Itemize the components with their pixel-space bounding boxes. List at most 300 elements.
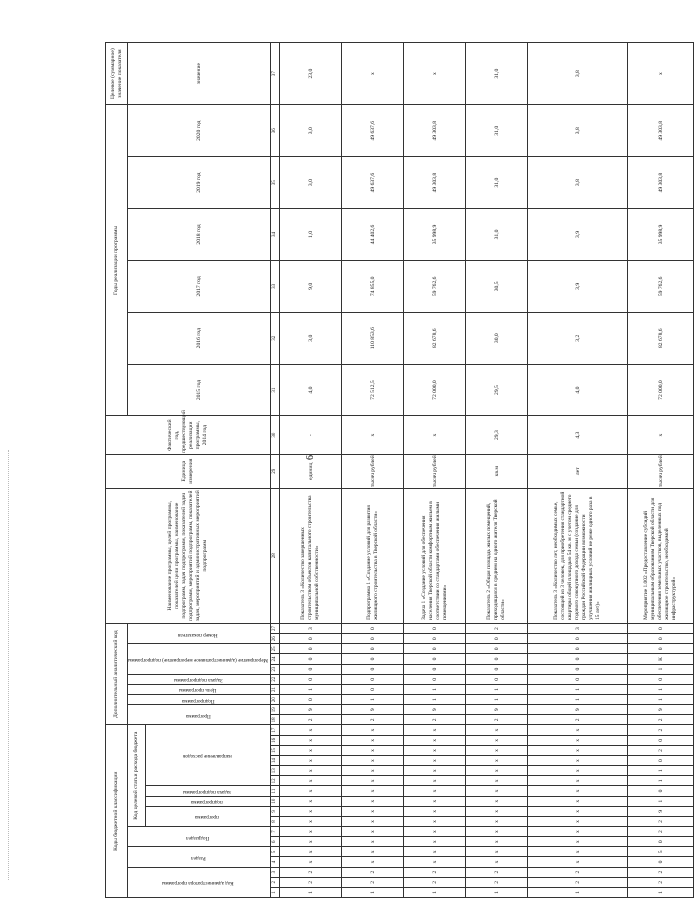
header-admin-code xyxy=(128,867,271,897)
column-number: 6 xyxy=(271,837,280,847)
code-cell: 1 xyxy=(342,695,404,705)
code-cell: 2 xyxy=(628,725,694,735)
row-year-value: 49 303,8 xyxy=(404,105,466,157)
code-cell: 0 xyxy=(404,634,466,644)
code-cell: 2 xyxy=(342,867,404,877)
code-cell: х xyxy=(280,735,342,745)
code-cell: 0 xyxy=(280,695,342,705)
code-cell: х xyxy=(342,847,404,857)
header-additional-code: Дополнительный аналитический код xyxy=(106,623,128,725)
code-cell: х xyxy=(342,766,404,776)
code-cell: х xyxy=(280,837,342,847)
code-cell: 9 xyxy=(528,705,628,715)
code-cell: х xyxy=(342,735,404,745)
row-year-value: 59 762,6 xyxy=(628,260,694,312)
row-target: 23,0 xyxy=(280,43,342,105)
code-cell: 5 xyxy=(628,847,694,857)
header-section xyxy=(128,847,271,867)
header-subsection xyxy=(128,827,271,847)
row-year-value: 49 303,8 xyxy=(628,157,694,209)
row-name: Показатель 2 «Общая площадь жилых помещений, приходящаяся в среднем на одного жителя Тверской области» xyxy=(466,488,528,623)
row-year-value: 31,0 xyxy=(466,157,528,209)
code-cell: 1 xyxy=(628,766,694,776)
column-number: 18 xyxy=(271,715,280,725)
code-cell: 0 xyxy=(404,644,466,654)
code-cell: х xyxy=(280,776,342,786)
header-subprogram-task-ac xyxy=(128,674,271,684)
header-target-group: Целевое (суммарное) значение показателя xyxy=(106,43,128,105)
code-cell: 2 xyxy=(628,867,694,877)
code-cell: х xyxy=(404,725,466,735)
code-cell: х xyxy=(466,776,528,786)
code-cell: 0 xyxy=(342,654,404,664)
code-cell: х xyxy=(404,847,466,857)
code-cell: х xyxy=(342,796,404,806)
column-number: 7 xyxy=(271,827,280,837)
code-cell: х xyxy=(528,827,628,837)
code-cell: 2 xyxy=(342,715,404,725)
column-number: 13 xyxy=(271,766,280,776)
code-cell: 2 xyxy=(528,877,628,887)
code-cell: 1 xyxy=(628,684,694,694)
code-cell: 0 xyxy=(628,634,694,644)
code-cell: 0 xyxy=(404,623,466,633)
column-number: 24 xyxy=(271,654,280,664)
row-year-value: 3,8 xyxy=(528,105,628,157)
code-cell: х xyxy=(528,786,628,796)
column-number: 21 xyxy=(271,684,280,694)
column-number: 15 xyxy=(271,745,280,755)
code-cell: 0 xyxy=(342,623,404,633)
code-cell: 9 xyxy=(628,705,694,715)
row-actual: - xyxy=(280,416,342,454)
code-cell: 1 xyxy=(528,684,628,694)
header-target-value: значение xyxy=(128,43,271,105)
code-cell: 0 xyxy=(528,664,628,674)
column-number: 22 xyxy=(271,674,280,684)
code-cell: 0 xyxy=(466,634,528,644)
code-cell: 2 xyxy=(466,877,528,887)
code-cell: х xyxy=(466,806,528,816)
column-number: 9 xyxy=(271,806,280,816)
column-number: 31 xyxy=(271,364,280,416)
header-program-goal-text: Цель программы xyxy=(179,687,217,694)
code-cell: 9 xyxy=(280,705,342,715)
code-cell: 1 xyxy=(528,695,628,705)
header-program-goal xyxy=(128,684,271,694)
header-target-article: Код целевой статьи расхода бюджета xyxy=(128,725,146,827)
row-year-value: 4,0 xyxy=(528,364,628,416)
header-years-group: Годы реализации программы xyxy=(106,105,128,416)
code-cell: х xyxy=(404,776,466,786)
row-target: х xyxy=(628,43,694,105)
table-row xyxy=(342,43,404,898)
column-number: 1 xyxy=(271,887,280,897)
header-year-6: 2020 год xyxy=(128,105,271,157)
page-number: 6 xyxy=(305,455,316,460)
header-subsection-text: Подраздел xyxy=(186,834,210,841)
row-year-value: 59 762,6 xyxy=(404,260,466,312)
code-cell: 9 xyxy=(404,705,466,715)
column-number: 16 xyxy=(271,735,280,745)
code-cell: 0 xyxy=(528,654,628,664)
header-program-ac-text: Программа xyxy=(185,712,211,719)
code-cell: х xyxy=(342,837,404,847)
header-measure xyxy=(128,644,271,674)
code-cell: х xyxy=(528,857,628,867)
code-cell: 0 xyxy=(466,664,528,674)
row-year-value: 35 998,9 xyxy=(404,209,466,261)
code-cell: 1 xyxy=(342,887,404,897)
code-cell: х xyxy=(466,756,528,766)
code-cell: х xyxy=(342,756,404,766)
code-cell: х xyxy=(528,725,628,735)
code-cell: 0 xyxy=(628,857,694,867)
row-year-value: 72 512,5 xyxy=(342,364,404,416)
column-number: 2 xyxy=(271,877,280,887)
code-cell: 1 xyxy=(280,887,342,897)
code-cell: 1 xyxy=(628,664,694,674)
header-row-1 xyxy=(106,43,128,898)
code-cell: 2 xyxy=(466,715,528,725)
code-cell: 1 xyxy=(628,887,694,897)
column-number: 23 xyxy=(271,664,280,674)
column-number: 11 xyxy=(271,786,280,796)
row-year-value: 82 678,6 xyxy=(628,312,694,364)
code-cell: 0 xyxy=(404,664,466,674)
code-cell: 1 xyxy=(628,695,694,705)
code-cell: 3 xyxy=(528,623,628,633)
row-unit: единиц xyxy=(280,454,342,488)
code-cell: х xyxy=(528,745,628,755)
code-cell: х xyxy=(404,745,466,755)
code-cell: х xyxy=(404,827,466,837)
code-cell: 2 xyxy=(628,877,694,887)
header-subprogram-ac xyxy=(128,695,271,705)
column-number-row xyxy=(271,43,280,898)
row-year-value: 82 678,6 xyxy=(404,312,466,364)
column-number: 27 xyxy=(271,623,280,633)
code-cell: 0 xyxy=(342,634,404,644)
code-cell: 0 xyxy=(628,623,694,633)
header-indicator-number-text: Номер показателя xyxy=(178,631,218,638)
code-cell: 2 xyxy=(528,715,628,725)
row-year-value: 31,0 xyxy=(466,209,528,261)
code-cell: 0 xyxy=(628,644,694,654)
row-year-value: 3,0 xyxy=(280,105,342,157)
row-year-value: 3,0 xyxy=(280,312,342,364)
code-cell: х xyxy=(528,816,628,826)
code-cell: К xyxy=(628,654,694,664)
row-year-value: 1,0 xyxy=(280,209,342,261)
row-year-value: 49 303,8 xyxy=(628,105,694,157)
code-cell: 2 xyxy=(466,867,528,877)
column-number: 26 xyxy=(271,634,280,644)
row-target: х xyxy=(342,43,404,105)
row-year-value: 30,0 xyxy=(466,312,528,364)
row-year-value: 35 998,9 xyxy=(628,209,694,261)
row-year-value: 3,8 xyxy=(528,157,628,209)
header-name: Наименование программы, целей программы, показателей цели программы, наименование подпрограмм, задач подпрограмм, показателей задач подпрограмм, мероприятий подпрограмм, показателей задач, мероприятий и административных мероприятий подпрограмм xyxy=(106,488,271,623)
row-name: Подпрограмма 1 «Создание условий для развития жилищного строительства в Тверской области» xyxy=(342,488,404,623)
code-cell: 2 xyxy=(628,816,694,826)
code-cell: 0 xyxy=(628,786,694,796)
code-cell: х xyxy=(342,857,404,867)
code-cell: 0 xyxy=(466,644,528,654)
header-actual-2014: Фактический год, предшествующий реализации программы, 2014 год xyxy=(106,416,271,454)
header-admin-code-text: Код администратора программы xyxy=(162,880,234,887)
code-cell: 2 xyxy=(404,867,466,877)
code-cell: х xyxy=(466,816,528,826)
column-number: 28 xyxy=(271,488,280,623)
column-number: 30 xyxy=(271,416,280,454)
code-cell: 0 xyxy=(280,634,342,644)
table-row xyxy=(528,43,628,898)
row-unit: тысяч рублей xyxy=(628,454,694,488)
code-cell: х xyxy=(466,827,528,837)
header-program-text: программа xyxy=(195,814,219,821)
header-year-4: 2018 год xyxy=(128,209,271,261)
header-subprogram-task-text: задача подпрограммы xyxy=(182,789,232,796)
code-cell: х xyxy=(280,796,342,806)
row-unit: кв.м xyxy=(466,454,528,488)
row-name: Показатель 3 «Количество завершенных строительством объектов капитального строительства муниципальной собственности» xyxy=(280,488,342,623)
code-cell: 1 xyxy=(466,887,528,897)
code-cell: 0 xyxy=(628,674,694,684)
column-number: 10 xyxy=(271,796,280,806)
header-unit: Единица измерения xyxy=(106,454,271,488)
row-target: х xyxy=(404,43,466,105)
row-year-value: 31,0 xyxy=(466,105,528,157)
header-year-3: 2017 год xyxy=(128,260,271,312)
row-year-value: 72 000,0 xyxy=(404,364,466,416)
header-program xyxy=(146,806,271,826)
table-row xyxy=(404,43,466,898)
code-cell: 0 xyxy=(528,634,628,644)
column-number: 8 xyxy=(271,816,280,826)
header-measure-text: Мероприятие (административное мероприятие) подпрограммы xyxy=(128,657,268,663)
code-cell: х xyxy=(404,857,466,867)
header-year-1: 2015 год xyxy=(128,364,271,416)
budget-program-table xyxy=(105,42,694,898)
column-number: 4 xyxy=(271,857,280,867)
code-cell: х xyxy=(342,786,404,796)
code-cell: х xyxy=(404,816,466,826)
row-unit: тысяч рублей xyxy=(342,454,404,488)
code-cell: х xyxy=(466,766,528,776)
code-cell: х xyxy=(280,786,342,796)
code-cell: х xyxy=(280,806,342,816)
code-cell: 2 xyxy=(466,623,528,633)
code-cell: х xyxy=(528,766,628,776)
row-year-value: 3,9 xyxy=(528,209,628,261)
code-cell: х xyxy=(404,837,466,847)
row-year-value: 72 000,0 xyxy=(628,364,694,416)
code-cell: 9 xyxy=(628,806,694,816)
code-cell: х xyxy=(404,766,466,776)
column-number: 33 xyxy=(271,260,280,312)
row-actual: 4,3 xyxy=(528,416,628,454)
code-cell: 1 xyxy=(404,695,466,705)
code-cell: 0 xyxy=(466,654,528,664)
code-cell: х xyxy=(342,816,404,826)
row-year-value: 4,0 xyxy=(280,364,342,416)
column-number: 20 xyxy=(271,695,280,705)
header-subprogram-text: подпрограмма xyxy=(191,799,223,806)
code-cell: х xyxy=(466,725,528,735)
code-cell: 2 xyxy=(342,877,404,887)
header-expense-direction-text: направление расходов xyxy=(182,753,232,760)
code-cell: х xyxy=(466,837,528,847)
code-cell: х xyxy=(280,725,342,735)
column-number: 19 xyxy=(271,705,280,715)
code-cell: 1 xyxy=(628,776,694,786)
table-row xyxy=(466,43,528,898)
code-cell: 3 xyxy=(280,623,342,633)
row-year-value: 3,9 xyxy=(528,260,628,312)
code-cell: 1 xyxy=(628,796,694,806)
column-number: 5 xyxy=(271,847,280,857)
row-year-value: 3,2 xyxy=(528,312,628,364)
code-cell: 1 xyxy=(466,695,528,705)
code-cell: 9 xyxy=(342,705,404,715)
code-cell: х xyxy=(528,796,628,806)
row-year-value: 49 637,6 xyxy=(342,157,404,209)
code-cell: х xyxy=(280,827,342,837)
row-unit: тысяч рублей xyxy=(404,454,466,488)
code-cell: х xyxy=(466,786,528,796)
row-year-value: 9,0 xyxy=(280,260,342,312)
code-cell: х xyxy=(342,745,404,755)
code-cell: х xyxy=(466,857,528,867)
left-margin-guide xyxy=(8,450,10,880)
table-row xyxy=(280,43,342,898)
code-cell: 0 xyxy=(280,654,342,664)
header-program-ac xyxy=(128,705,271,725)
code-cell: 0 xyxy=(404,674,466,684)
row-year-value: 74 855,0 xyxy=(342,260,404,312)
header-subprogram-ac-text: Подпрограмма xyxy=(181,697,215,704)
code-cell: х xyxy=(342,776,404,786)
code-cell: х xyxy=(404,806,466,816)
row-year-value: 29,5 xyxy=(466,364,528,416)
code-cell: х xyxy=(404,735,466,745)
code-cell: 0 xyxy=(280,644,342,654)
header-budget-codes: Коды бюджетной классификации xyxy=(106,725,128,898)
code-cell: х xyxy=(528,756,628,766)
column-number: 12 xyxy=(271,776,280,786)
row-unit: лет xyxy=(528,454,628,488)
code-cell: х xyxy=(528,806,628,816)
code-cell: 0 xyxy=(528,644,628,654)
row-year-value: 110 853,6 xyxy=(342,312,404,364)
code-cell: 1 xyxy=(280,684,342,694)
code-cell: х xyxy=(528,776,628,786)
code-cell: 9 xyxy=(466,705,528,715)
code-cell: х xyxy=(466,847,528,857)
column-number: 3 xyxy=(271,867,280,877)
code-cell: 1 xyxy=(404,684,466,694)
header-year-2: 2016 год xyxy=(128,312,271,364)
code-cell: х xyxy=(404,756,466,766)
code-cell: х xyxy=(466,735,528,745)
row-actual: 29,3 xyxy=(466,416,528,454)
code-cell: 2 xyxy=(404,715,466,725)
code-cell: х xyxy=(342,827,404,837)
header-section-text: Раздел xyxy=(190,854,206,861)
code-cell: х xyxy=(342,725,404,735)
code-cell: 0 xyxy=(342,684,404,694)
column-number: 17 xyxy=(271,725,280,735)
row-name: Мероприятие 1.002 «Предоставление субсидий муниципальным образованиям Тверской области для обеспечения земельных участков, выделенных под жилищное строительство, необходимой инфраструктурой» xyxy=(628,488,694,623)
code-cell: 2 xyxy=(280,867,342,877)
row-year-value: 3,0 xyxy=(280,157,342,209)
code-cell: 0 xyxy=(404,654,466,664)
code-cell: х xyxy=(280,745,342,755)
header-subprogram-task-ac-text: Задача подпрограммы xyxy=(173,677,223,684)
row-year-value: 44 402,6 xyxy=(342,209,404,261)
row-target: 31,0 xyxy=(466,43,528,105)
header-subprogram-task xyxy=(146,786,271,796)
code-cell: х xyxy=(404,796,466,806)
code-cell: 2 xyxy=(280,715,342,725)
code-cell: х xyxy=(280,857,342,867)
code-cell: 0 xyxy=(466,674,528,684)
row-year-value: 30,5 xyxy=(466,260,528,312)
code-cell: х xyxy=(280,766,342,776)
code-cell: 0 xyxy=(280,664,342,674)
column-number: 25 xyxy=(271,644,280,654)
row-name: Показатель 3 «Количество лет, необходимых семье, состоящей из 3 человек, для приобретения стандартной квартиры общей площадью 54 кв. м с учетом среднего годового совокупного дохода семьи (создание для граждан Российской Федерации возможности улучшения жилищных условий не реже одного раза в 15 лет)» xyxy=(528,488,628,623)
row-actual: х xyxy=(342,416,404,454)
code-cell: х xyxy=(466,796,528,806)
table-row xyxy=(628,43,694,898)
column-number: 35 xyxy=(271,157,280,209)
code-cell: 0 xyxy=(628,756,694,766)
row-year-value: 49 637,6 xyxy=(342,105,404,157)
code-cell: 2 xyxy=(404,877,466,887)
code-cell: 0 xyxy=(342,674,404,684)
header-year-5: 2019 год xyxy=(128,157,271,209)
code-cell: 2 xyxy=(628,715,694,725)
header-subprogram xyxy=(146,796,271,806)
row-actual: х xyxy=(404,416,466,454)
code-cell: х xyxy=(404,786,466,796)
code-cell: х xyxy=(280,816,342,826)
code-cell: х xyxy=(528,837,628,847)
rotated-table-container xyxy=(105,42,678,898)
code-cell: 0 xyxy=(342,664,404,674)
row-actual: х xyxy=(628,416,694,454)
code-cell: 1 xyxy=(404,887,466,897)
row-name: Задача 1 «Создание условий для обеспечения населения Тверской области комфортным жильем в соответствии со стандартами обеспечения жилыми помещениями» xyxy=(404,488,466,623)
code-cell: 0 xyxy=(342,644,404,654)
column-number: 29 xyxy=(271,454,280,488)
code-cell: 0 xyxy=(280,674,342,684)
code-cell: 2 xyxy=(528,867,628,877)
column-number: 36 xyxy=(271,105,280,157)
code-cell: 2 xyxy=(280,877,342,887)
code-cell: 2 xyxy=(628,745,694,755)
code-cell: х xyxy=(280,847,342,857)
code-cell: х xyxy=(342,806,404,816)
code-cell: 1 xyxy=(466,684,528,694)
code-cell: 0 xyxy=(528,674,628,684)
code-cell: 2 xyxy=(628,827,694,837)
code-cell: х xyxy=(528,847,628,857)
column-number: 34 xyxy=(271,209,280,261)
code-cell: х xyxy=(280,756,342,766)
